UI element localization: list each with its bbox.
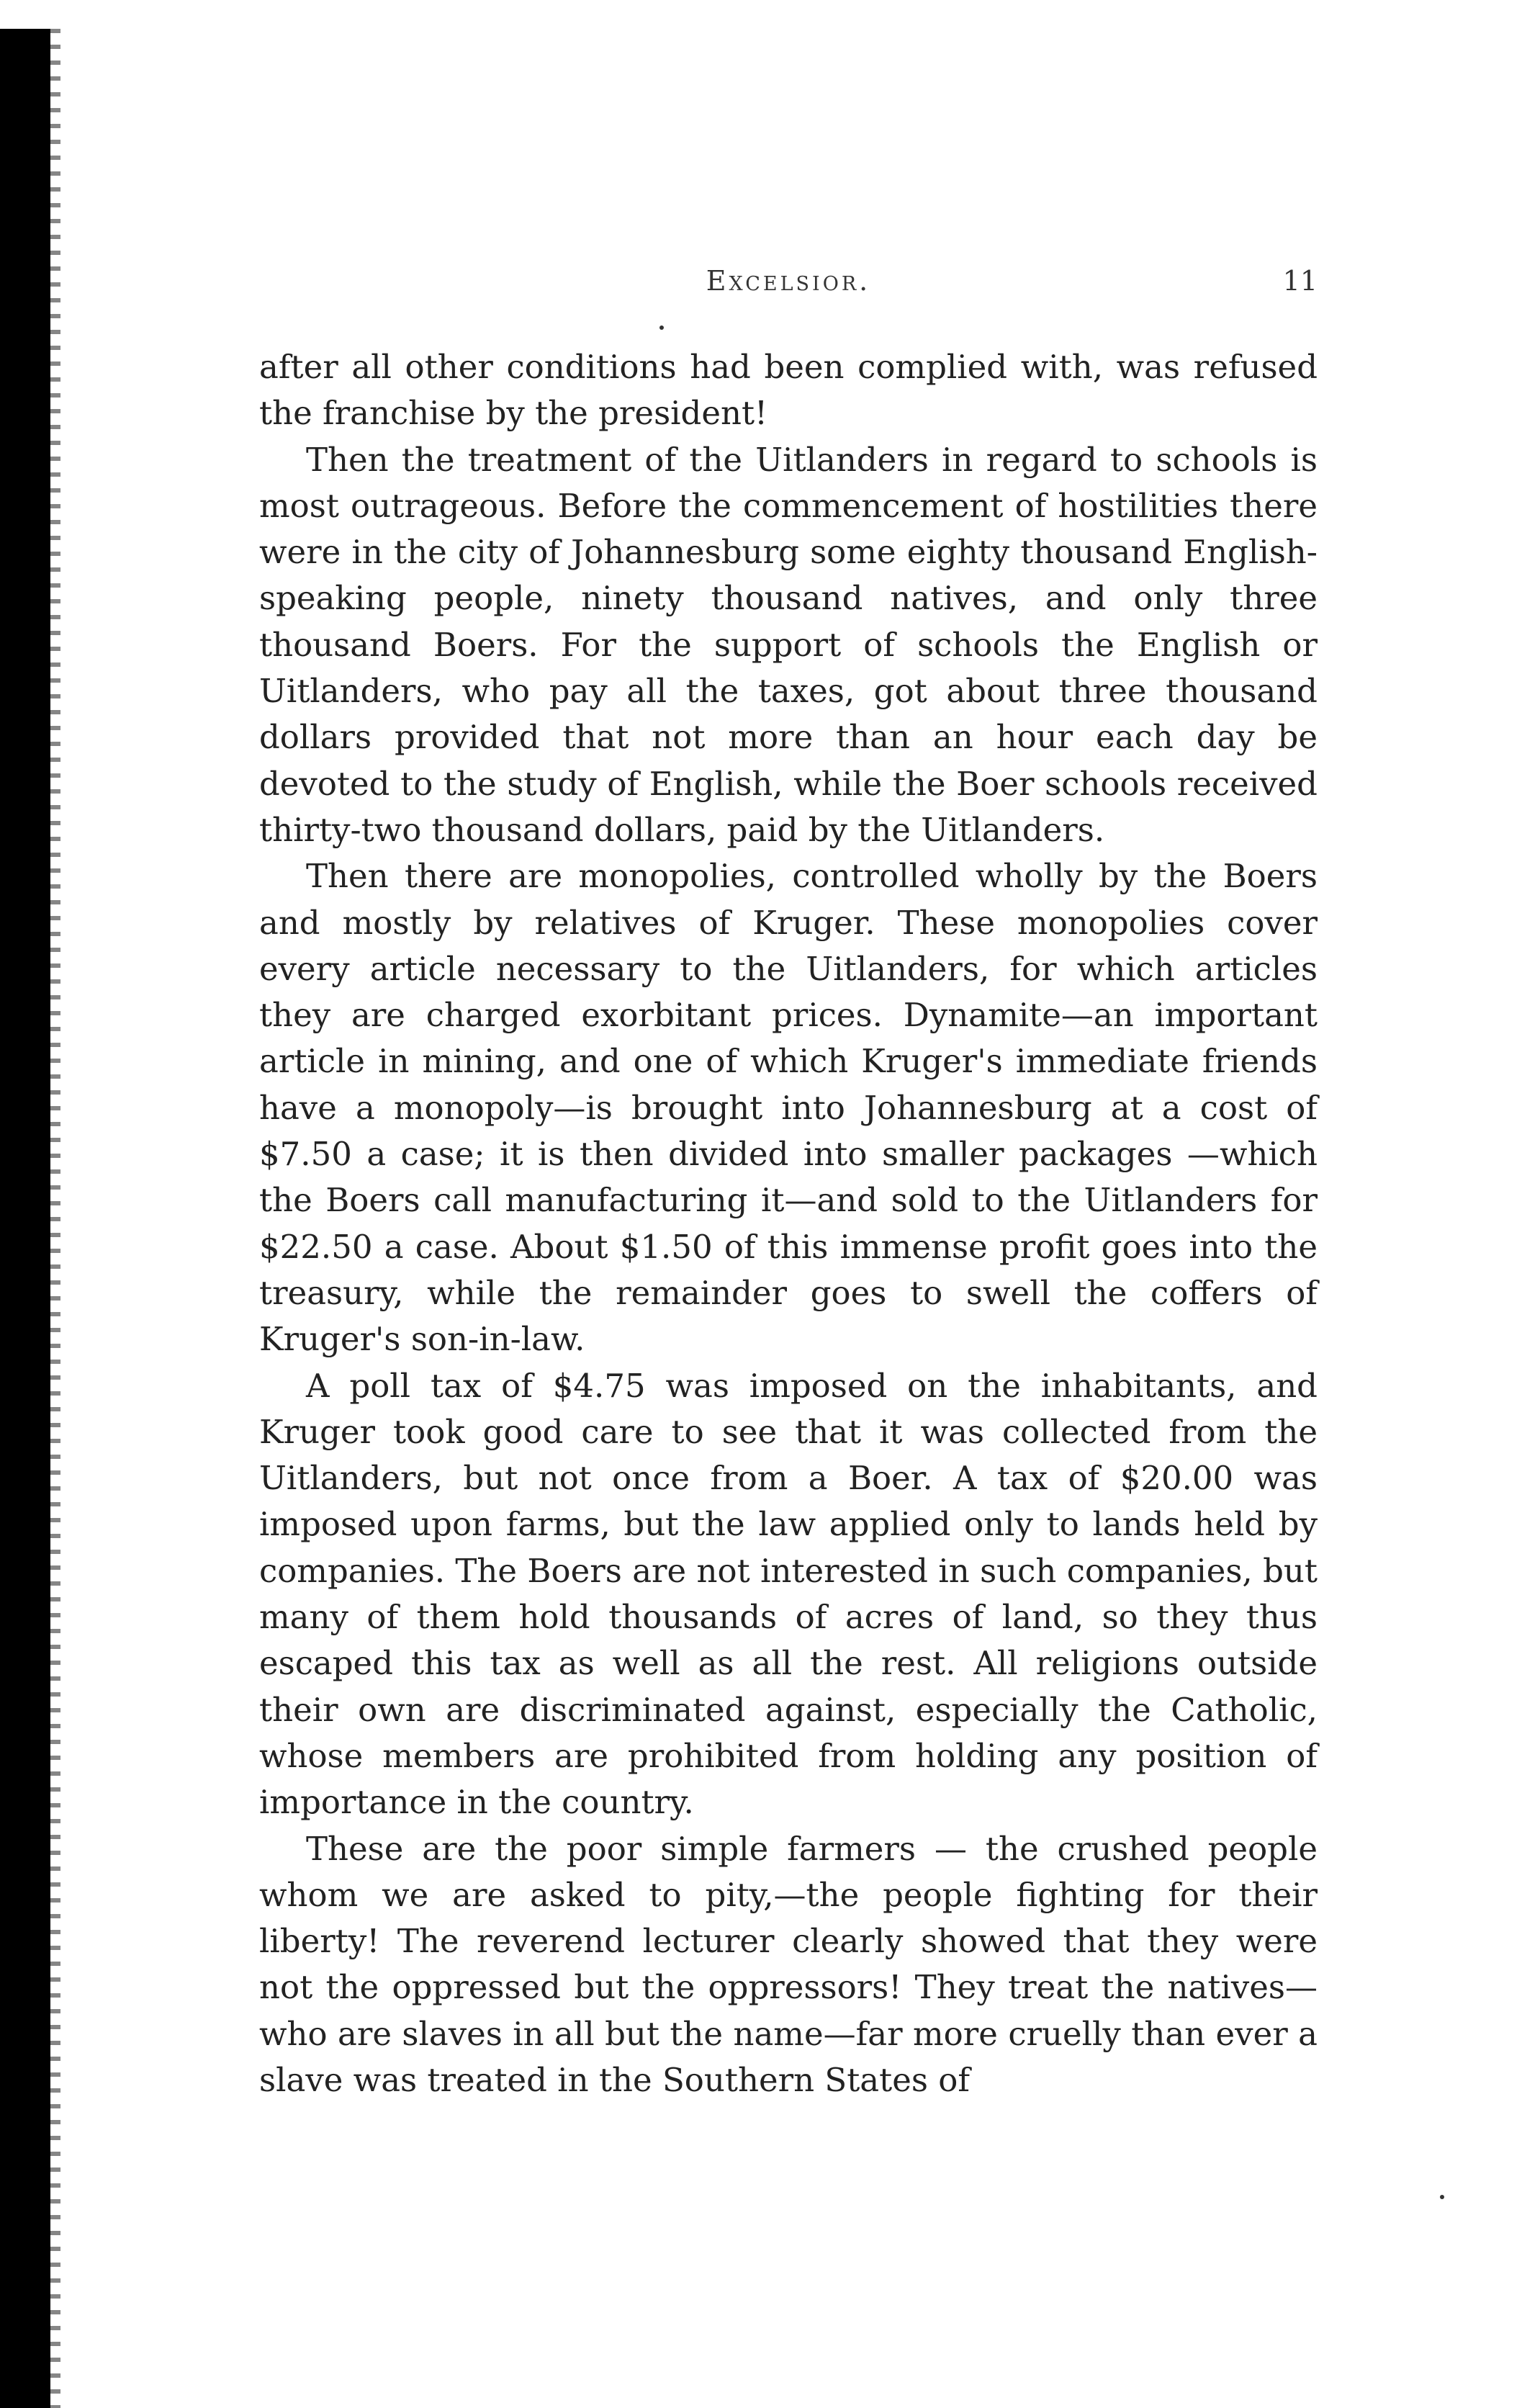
paragraph: A poll tax of $4.75 was imposed on the inhabitants, and Kruger took good care to see that it was collected from the Uitlanders, but not once from a Boer. A tax of $20.00 was imposed upon farms, but the law applied only to lands held by companies. The Boers are not interested in such companies, but many of them hold thousands of acres of land, so they thus escaped this tax as well as all the rest. All religions outside their own are discriminated against, especially the Catholic, whose members are prohibited from holding any position of importance in the country. (259, 1366, 1318, 1822)
paragraph: These are the poor simple farmers — the crushed people whom we are asked to pity,—the people fighting for their liberty! The reverend lecturer clearly showed that they were not the oppressed but the oppressors! They treat the natives—who are slaves in all but the name—far more cruelly than ever a slave was treated in the Southern States of (259, 1829, 1318, 2099)
body-text (259, 344, 1318, 2123)
paragraph: after all other conditions had been complied with, was refused the franchise by the president! (259, 348, 1318, 433)
ink-speck (659, 325, 664, 330)
ink-speck (1440, 2195, 1444, 2199)
paragraph: Then there are monopolies, controlled wholly by the Boers and mostly by relatives of Kruger. These monopolies cover every article necessary to the Uitlanders, for which articles they are charged exorbitant prices. Dynamite—an important article in mining, and one of which Kruger's immediate friends have a monopoly—is brought into Johannesburg at a cost of $7.50 a case; it is then divided into smaller packages —which the Boers call manufacturing it—and sold to the Uitlanders for $22.50 a case. About $1.50 of this immense profit goes into the treasury, while the remainder goes to swell the coffers of Kruger's son-in-law. (259, 857, 1318, 1359)
page-number: 11 (1282, 265, 1318, 297)
running-title: Excelsior. (706, 265, 871, 297)
running-head (259, 265, 1318, 308)
book-binding-edge (0, 29, 50, 2408)
paragraph: Then the treatment of the Uitlanders in regard to schools is most outrageous. Before the commencement of hostilities there were in the city of Johannesburg some eighty thousand English-speaking people, ninety thousand natives, and only three thousand Boers. For the support of schools the English or Uitlanders, who pay all the taxes, got about three thousand dollars provided that not more than an hour each day be devoted to the study of English, while the Boer schools received thirty-two thousand dollars, paid by the Uitlanders. (259, 440, 1318, 849)
book-binding-fray (50, 29, 60, 2408)
